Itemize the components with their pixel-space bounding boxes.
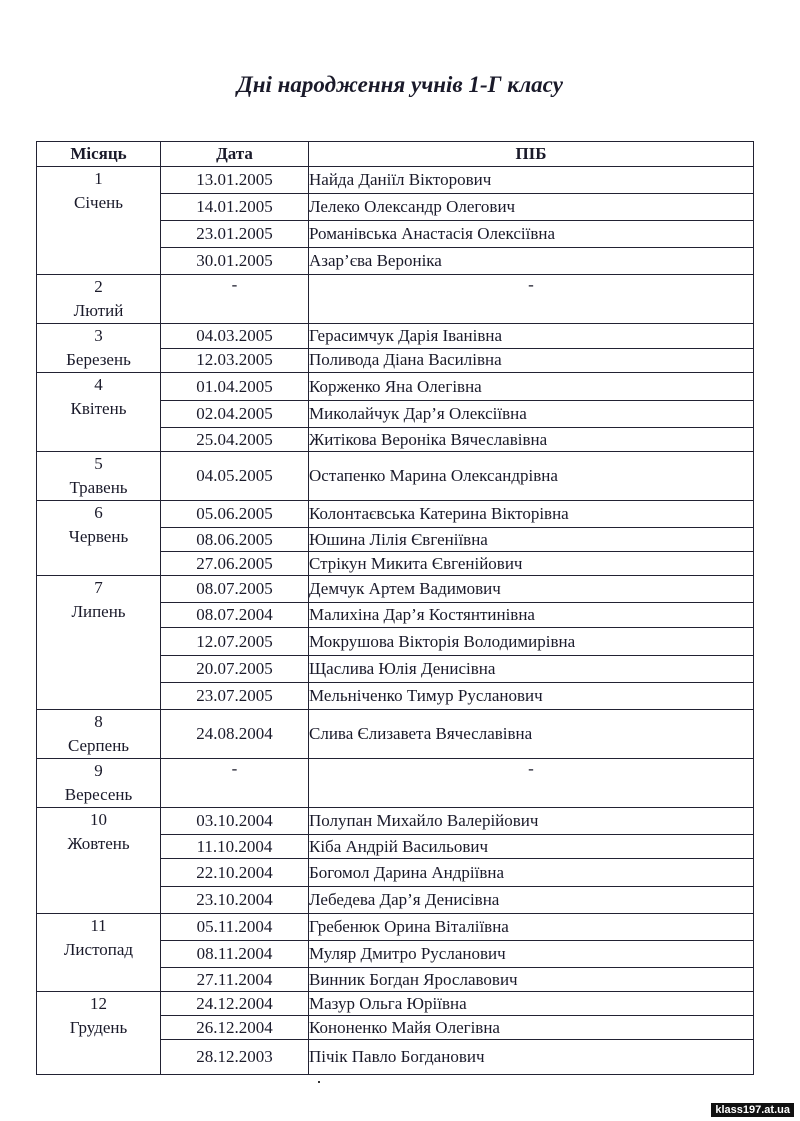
birth-date-cell: 08.06.2005 — [161, 528, 309, 552]
table-row — [37, 275, 754, 324]
month-cell — [37, 914, 161, 992]
month-name: Листопад — [63, 940, 134, 959]
student-name-cell: Лебедева Дар’я Денисівна — [309, 887, 754, 914]
table-row — [37, 324, 754, 349]
student-name-cell: Демчук Артем Вадимович — [309, 576, 754, 603]
month-cell — [37, 452, 161, 501]
birth-date-cell: 20.07.2005 — [161, 656, 309, 683]
table-row — [37, 808, 754, 835]
month-name: Жовтень — [67, 834, 130, 853]
table-row — [37, 167, 754, 194]
month-cell — [37, 710, 161, 759]
student-name-cell: Юшина Лілія Євгеніївна — [309, 528, 754, 552]
month-cell — [37, 324, 161, 373]
column-header-month: Місяць — [37, 142, 161, 167]
student-name-cell: Стрікун Микита Євгенійович — [309, 552, 754, 576]
student-name-cell: Житікова Вероніка Вячеславівна — [309, 428, 754, 452]
birth-date-cell: 14.01.2005 — [161, 194, 309, 221]
table-row — [37, 914, 754, 941]
birthday-table — [36, 141, 754, 1075]
month-name: Вересень — [64, 785, 133, 804]
table-row — [37, 373, 754, 401]
birth-date-cell: 12.03.2005 — [161, 348, 309, 373]
birth-date-cell: 01.04.2005 — [161, 373, 309, 401]
month-number: 6 — [94, 503, 103, 522]
student-name-cell: Винник Богдан Ярославович — [309, 968, 754, 992]
table-row — [37, 452, 754, 501]
birth-date-cell: 24.08.2004 — [161, 710, 309, 759]
student-name-cell: Лелеко Олександр Олегович — [309, 194, 754, 221]
birth-date-cell: 23.10.2004 — [161, 887, 309, 914]
student-name-cell: Остапенко Марина Олександрівна — [309, 452, 754, 501]
month-name: Грудень — [69, 1018, 128, 1037]
student-name-cell: Корженко Яна Олегівна — [309, 373, 754, 401]
column-header-name: ПІБ — [309, 142, 754, 167]
student-name-cell: - — [309, 759, 754, 808]
student-name-cell: Полупан Михайло Валерійович — [309, 808, 754, 835]
month-number: 3 — [94, 326, 103, 345]
birth-date-cell: 28.12.2003 — [161, 1040, 309, 1075]
student-name-cell: Колонтаєвська Катерина Вікторівна — [309, 501, 754, 528]
birth-date-cell: 23.01.2005 — [161, 221, 309, 248]
month-number: 7 — [94, 578, 103, 597]
table-row — [37, 992, 754, 1016]
birth-date-cell: 13.01.2005 — [161, 167, 309, 194]
birth-date-cell: 26.12.2004 — [161, 1016, 309, 1040]
month-number: 1 — [94, 169, 103, 188]
birth-date-cell: 04.05.2005 — [161, 452, 309, 501]
birth-date-cell: 05.11.2004 — [161, 914, 309, 941]
month-cell — [37, 167, 161, 275]
student-name-cell: Мельніченко Тимур Русланович — [309, 683, 754, 710]
student-name-cell: Мокрушова Вікторія Володимирівна — [309, 628, 754, 656]
birth-date-cell: 08.07.2005 — [161, 576, 309, 603]
student-name-cell: Найда Даніїл Вікторович — [309, 167, 754, 194]
birth-date-cell: 08.11.2004 — [161, 941, 309, 968]
month-name: Квітень — [70, 399, 127, 418]
student-name-cell: Кононенко Майя Олегівна — [309, 1016, 754, 1040]
table-row — [37, 501, 754, 528]
student-name-cell: Пічік Павло Богданович — [309, 1040, 754, 1075]
month-number: 8 — [94, 712, 103, 731]
month-number: 11 — [90, 916, 107, 935]
month-number: 4 — [94, 375, 103, 394]
student-name-cell: Поливода Діана Василівна — [309, 348, 754, 373]
month-cell — [37, 992, 161, 1075]
month-number: 10 — [90, 810, 107, 829]
month-name: Серпень — [67, 736, 130, 755]
month-name: Березень — [66, 350, 131, 369]
birth-date-cell: 05.06.2005 — [161, 501, 309, 528]
scan-speck — [318, 1081, 320, 1083]
birth-date-cell: 04.03.2005 — [161, 324, 309, 349]
month-name: Травень — [69, 478, 128, 497]
student-name-cell: Мазур Ольга Юріївна — [309, 992, 754, 1016]
birth-date-cell: 23.07.2005 — [161, 683, 309, 710]
birth-date-cell: 03.10.2004 — [161, 808, 309, 835]
birth-date-cell: 24.12.2004 — [161, 992, 309, 1016]
student-name-cell: Миколайчук Дар’я Олексіївна — [309, 401, 754, 428]
month-name: Січень — [73, 193, 123, 212]
birth-date-cell: 30.01.2005 — [161, 248, 309, 275]
table-row — [37, 576, 754, 603]
student-name-cell: Слива Єлизавета Вячеславівна — [309, 710, 754, 759]
student-name-cell: Романівська Анастасія Олексіївна — [309, 221, 754, 248]
month-number: 2 — [94, 277, 103, 296]
month-cell — [37, 808, 161, 914]
table-row — [37, 710, 754, 759]
birth-date-cell: 12.07.2005 — [161, 628, 309, 656]
table-header-row — [37, 142, 754, 167]
student-name-cell: Малихіна Дар’я Костянтинівна — [309, 603, 754, 628]
birth-date-cell: - — [161, 759, 309, 808]
page-title: Дні народження учнів 1-Г класу — [237, 72, 563, 97]
birth-date-cell: 27.11.2004 — [161, 968, 309, 992]
month-number: 12 — [90, 994, 107, 1013]
month-cell — [37, 576, 161, 710]
table-row — [37, 759, 754, 808]
month-name: Лютий — [73, 301, 124, 320]
month-cell — [37, 501, 161, 576]
month-cell — [37, 373, 161, 452]
birth-date-cell: 02.04.2005 — [161, 401, 309, 428]
column-header-date: Дата — [161, 142, 309, 167]
student-name-cell: Кіба Андрій Васильович — [309, 835, 754, 859]
month-name: Червень — [68, 527, 129, 546]
birth-date-cell: 11.10.2004 — [161, 835, 309, 859]
month-cell — [37, 275, 161, 324]
month-number: 5 — [94, 454, 103, 473]
student-name-cell: - — [309, 275, 754, 324]
watermark-url: klass197.at.ua — [711, 1103, 794, 1117]
student-name-cell: Богомол Дарина Андріївна — [309, 859, 754, 887]
month-cell — [37, 759, 161, 808]
table-body — [37, 167, 754, 1075]
month-name: Липень — [71, 602, 126, 621]
student-name-cell: Щаслива Юлія Денисівна — [309, 656, 754, 683]
birth-date-cell: 22.10.2004 — [161, 859, 309, 887]
student-name-cell: Герасимчук Дарія Іванівна — [309, 324, 754, 349]
birth-date-cell: 08.07.2004 — [161, 603, 309, 628]
student-name-cell: Азар’єва Вероніка — [309, 248, 754, 275]
student-name-cell: Муляр Дмитро Русланович — [309, 941, 754, 968]
birth-date-cell: 25.04.2005 — [161, 428, 309, 452]
birth-date-cell: 27.06.2005 — [161, 552, 309, 576]
month-number: 9 — [94, 761, 103, 780]
birth-date-cell: - — [161, 275, 309, 324]
student-name-cell: Гребенюк Орина Віталіївна — [309, 914, 754, 941]
